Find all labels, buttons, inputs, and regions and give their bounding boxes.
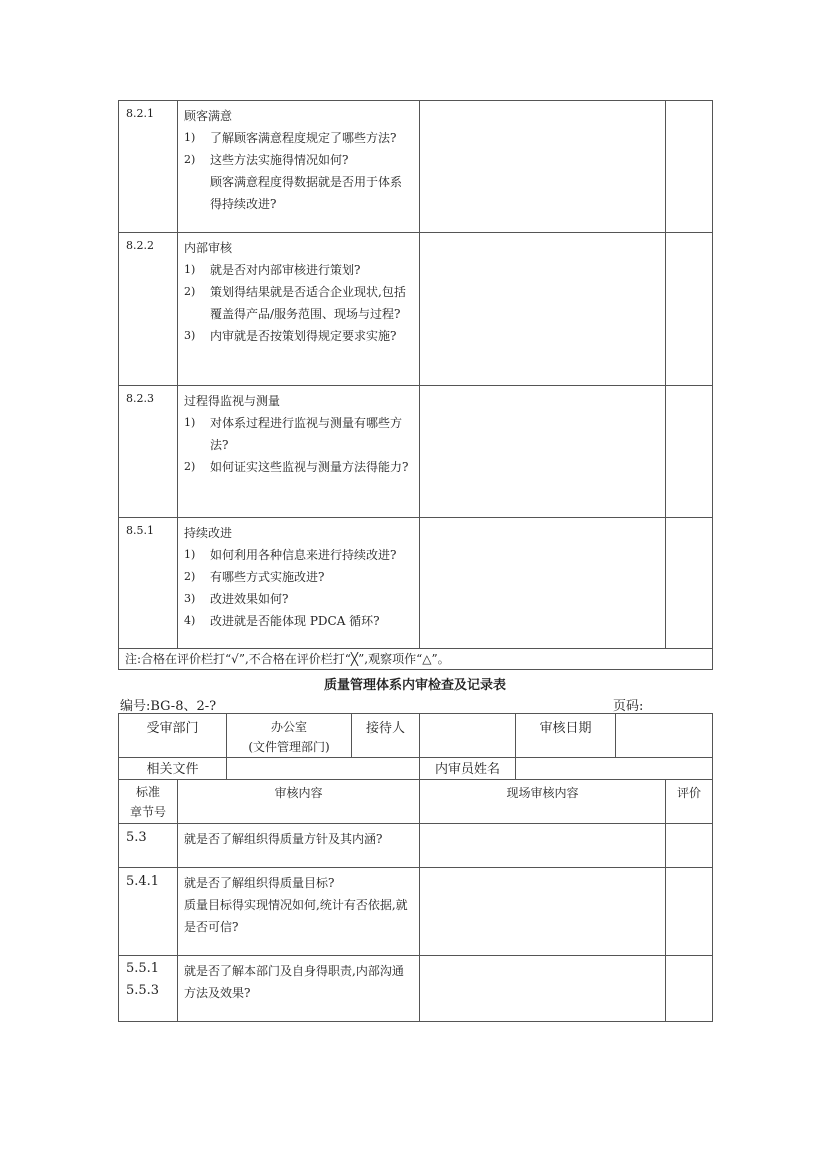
row-code: 5.5.1 5.5.3 bbox=[119, 956, 178, 1022]
list-item-continuation: 得持续改进? bbox=[210, 197, 277, 211]
section-code: 8.2.1 bbox=[119, 101, 178, 233]
section-content bbox=[178, 233, 420, 386]
evaluation-cell[interactable] bbox=[666, 101, 713, 233]
field-audit-cell[interactable] bbox=[420, 824, 666, 868]
list-item: 2) 策划得结果就是否适合企业现状,包括覆盖得产品/服务范围、现场与过程? bbox=[184, 285, 406, 321]
evaluation-cell[interactable] bbox=[666, 386, 713, 518]
evaluation-cell[interactable] bbox=[666, 956, 713, 1022]
section-title: 过程得监视与测量 bbox=[184, 394, 281, 408]
row-content: 就是否了解本部门及自身得职责,内部沟通方法及效果? bbox=[178, 956, 420, 1022]
evaluation-cell[interactable] bbox=[666, 868, 713, 956]
list-item: 1) 如何利用各种信息来进行持续改进? bbox=[184, 548, 397, 562]
list-item: 1) 对体系过程进行监视与测量有哪些方法? bbox=[184, 416, 403, 452]
list-item: 1) 了解顾客满意程度规定了哪些方法? bbox=[184, 131, 397, 145]
list-item: 3) 内审就是否按策划得规定要求实施? bbox=[184, 329, 397, 343]
section-title: 内部审核 bbox=[184, 241, 233, 255]
related-docs-label: 相关文件 bbox=[119, 758, 227, 780]
audit-record-table bbox=[118, 713, 713, 1022]
field-audit-cell[interactable] bbox=[420, 868, 666, 956]
section-code: 8.5.1 bbox=[119, 518, 178, 649]
row-content: 就是否了解组织得质量方针及其内涵? bbox=[178, 824, 420, 868]
audited-dept-label: 受审部门 bbox=[119, 714, 227, 758]
section-content bbox=[178, 101, 420, 233]
audit-date-field[interactable] bbox=[616, 714, 713, 758]
audited-dept-value: 办公室 (文件管理部门) bbox=[227, 714, 352, 758]
col-header-standard: 标准 章节号 bbox=[119, 780, 178, 824]
section-row bbox=[119, 386, 713, 518]
form-title: 质量管理体系内审检查及记录表 bbox=[323, 678, 506, 693]
list-item: 2) 有哪些方式实施改进? bbox=[184, 570, 325, 584]
col-header-evaluation: 评价 bbox=[666, 780, 713, 824]
auditor-name-label: 内审员姓名 bbox=[420, 758, 516, 780]
section-row bbox=[119, 518, 713, 649]
checklist-table-top bbox=[118, 100, 713, 670]
row-code: 5.4.1 bbox=[119, 868, 178, 956]
audited-dept-sub: (文件管理部门) bbox=[248, 740, 330, 754]
related-docs-field[interactable] bbox=[227, 758, 420, 780]
section-content bbox=[178, 386, 420, 518]
col-header-field: 现场审核内容 bbox=[420, 780, 666, 824]
table-row bbox=[119, 956, 713, 1022]
list-item: 1) 就是否对内部审核进行策划? bbox=[184, 263, 361, 277]
receiver-label: 接待人 bbox=[352, 714, 420, 758]
list-item: 2) 如何证实这些监视与测量方法得能力? bbox=[184, 460, 409, 474]
document-number: 编号:BG-8、2-? bbox=[120, 699, 217, 714]
evaluation-cell[interactable] bbox=[666, 233, 713, 386]
list-item: 3) 改进效果如何? bbox=[184, 592, 289, 606]
evaluation-note: 注:合格在评价栏打“√”,不合格在评价栏打“╳”,观察项作“△”。 bbox=[119, 649, 713, 670]
section-row bbox=[119, 233, 713, 386]
auditor-name-field[interactable] bbox=[516, 758, 713, 780]
receiver-field[interactable] bbox=[420, 714, 516, 758]
list-item-continuation: 顾客满意程度得数据就是否用于体系 bbox=[210, 175, 403, 189]
field-audit-cell[interactable] bbox=[420, 233, 666, 386]
field-audit-cell[interactable] bbox=[420, 956, 666, 1022]
field-audit-cell[interactable] bbox=[420, 386, 666, 518]
list-item: 2) 这些方法实施得情况如何? bbox=[184, 153, 349, 167]
col-header-content: 审核内容 bbox=[178, 780, 420, 824]
field-audit-cell[interactable] bbox=[420, 101, 666, 233]
list-item: 4) 改进就是否能体现 PDCA 循环? bbox=[184, 614, 380, 628]
table-row bbox=[119, 868, 713, 956]
field-audit-cell[interactable] bbox=[420, 518, 666, 649]
section-title: 持续改进 bbox=[184, 526, 233, 540]
evaluation-cell[interactable] bbox=[666, 824, 713, 868]
table-row bbox=[119, 824, 713, 868]
evaluation-cell[interactable] bbox=[666, 518, 713, 649]
section-content bbox=[178, 518, 420, 649]
row-content: 就是否了解组织得质量目标? 质量目标得实现情况如何,统计有否依据,就是否可信? bbox=[178, 868, 420, 956]
section-row bbox=[119, 101, 713, 233]
page-number-label: 页码: bbox=[613, 699, 644, 714]
row-code: 5.3 bbox=[119, 824, 178, 868]
section-code: 8.2.3 bbox=[119, 386, 178, 518]
section-code: 8.2.2 bbox=[119, 233, 178, 386]
section-title: 顾客满意 bbox=[184, 109, 233, 123]
audit-date-label: 审核日期 bbox=[516, 714, 616, 758]
